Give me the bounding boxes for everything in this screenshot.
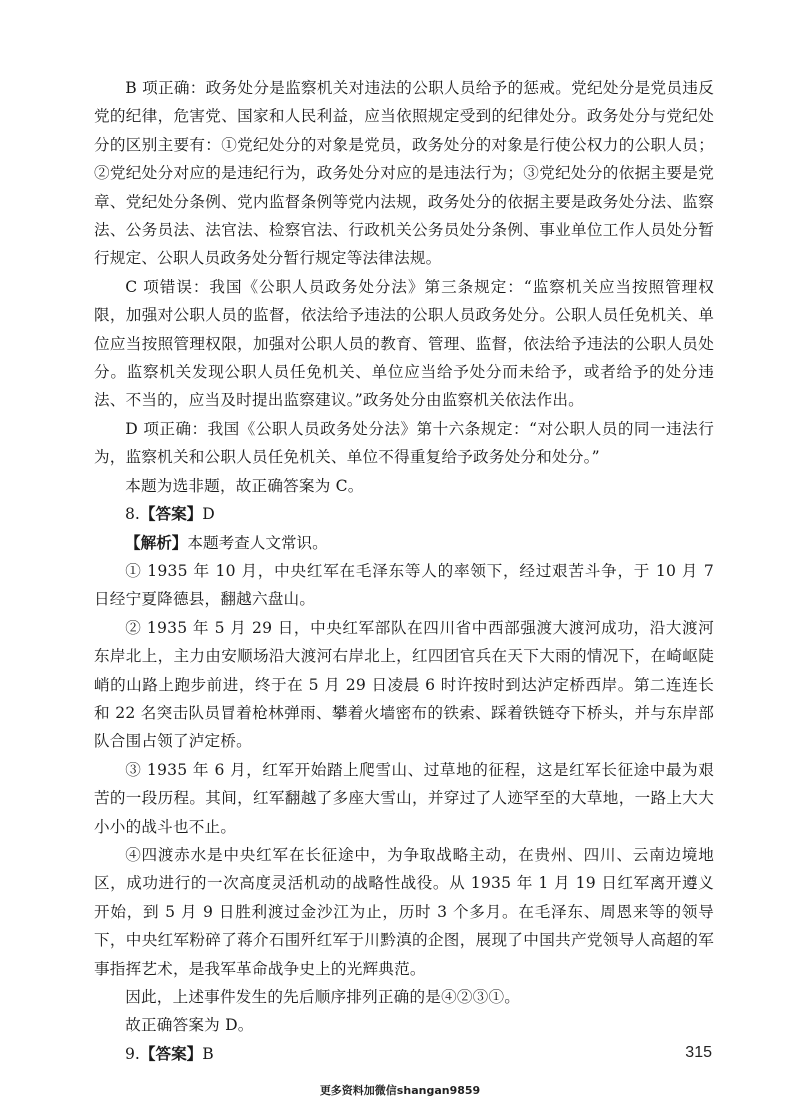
q9-number: 9. bbox=[125, 1044, 140, 1063]
event-3-paragraph: ③ 1935 年 6 月，红军开始踏上爬雪山、过草地的征程，这是红军长征途中最为艰苦的一段历程。其间，红军翻越了多座大雪山，并穿过了人迹罕至的大草地，一路上大大小小的战斗也不止。 bbox=[94, 760, 714, 836]
q8-analysis: 本题考查人文常识。 bbox=[187, 533, 328, 552]
event-4-paragraph: ④四渡赤水是中央红军在长征途中，为争取战略主动，在贵州、四川、云南边境地区，成功进行的一次高度灵活机动的战略性战役。从 1935 年 1 月 19 日红军离开遵义开始，到 5 月 9 日胜利渡过金沙江为止，历时 3 个多月。在毛泽东、周恩来等的领导下，中央红军粉碎了蒋介石围歼红军于川黔滇的企图，展现了中国共产党领导人高超的军事指挥艺术，是我军革命战争史上的光辉典范。 bbox=[94, 845, 714, 978]
q9-answer: B bbox=[202, 1044, 214, 1063]
q9-answer-line bbox=[94, 1040, 714, 1068]
footer-note: 更多资料加微信shangan9859 bbox=[319, 1084, 481, 1097]
q8-number: 8. bbox=[125, 505, 140, 524]
paragraph-option-b: B 项正确：政务处分是监察机关对违法的公职人员给予的惩戒。党纪处分是党员违反党的纪律，危害党、国家和人民利益，应当依照规定受到的纪律处分。政务处分与党纪处分的区别主要有：①党纪处分的对象是党员，政务处分的对象是行使公权力的公职人员；②党纪处分对应的是违纪行为，政务处分对应的是违法行为；③党纪处分的依据主要是党章、党纪处分条例、党内监督条例等党内法规，政务处分的依据主要是政务处分法、监察法、公务员法、法官法、检察官法、行政机关公务员处分条例、事业单位工作人员处分暂行规定、公职人员政务处分暂行规定等法律法规。 bbox=[94, 79, 714, 268]
q8-conclusion: 故正确答案为 D。 bbox=[125, 1016, 254, 1035]
q9-answer-tag: 【答案】 bbox=[139, 1044, 203, 1063]
q8-analysis-line bbox=[94, 529, 714, 557]
event-2-paragraph: ② 1935 年 5 月 29 日，中央红军部队在四川省中西部强渡大渡河成功，沿大渡河东岸北上，主力由安顺场沿大渡河右岸北上，红四团官兵在天下大雨的情况下，在崎岖陡峭的山路上跑步前进，终于在 5 月 29 日凌晨 6 时许按时到达泸定桥西岸。第二连连长和 22 名突击队员冒着枪林弹雨、攀着火墙密布的铁索、踩着铁链夺下桥头，并与东岸部队合围占领了泸定桥。 bbox=[94, 618, 714, 751]
q8-analysis-tag: 【解析】 bbox=[125, 533, 188, 552]
q8-answer: D bbox=[202, 505, 215, 524]
page-number: 315 bbox=[685, 1044, 712, 1061]
q8-answer-tag: 【答案】 bbox=[139, 505, 203, 524]
q7-conclusion: 本题为选非题，故正确答案为 C。 bbox=[125, 476, 364, 495]
document-body bbox=[94, 74, 714, 1068]
paragraph-option-c: C 项错误：我国《公职人员政务处分法》第三条规定：“监察机关应当按照管理权限，加强对公职人员的监督，依法给予违法的公职人员政务处分。公职人员任免机关、单位应当按照管理权限，加强对公职人员的教育、管理、监督，依法给予违法的公职人员处分。监察机关发现公职人员任免机关、单位应当给予处分而未给予，或者给予的处分违法、不当的，应当及时提出监察建议。”政务处分由监察机关依法作出。 bbox=[94, 277, 714, 410]
q8-answer-line bbox=[94, 500, 714, 528]
event-1-paragraph: ① 1935 年 10 月，中央红军在毛泽东等人的率领下，经过艰苦斗争，于 10 月 7 日经宁夏降德县，翻越六盘山。 bbox=[94, 561, 714, 609]
paragraph-option-d: D 项正确：我国《公职人员政务处分法》第十六条规定：“对公职人员的同一违法行为，监察机关和公职人员任免机关、单位不得重复给予政务处分和处分。” bbox=[94, 419, 714, 467]
order-statement: 因此，上述事件发生的先后顺序排列正确的是④②③①。 bbox=[125, 988, 521, 1006]
